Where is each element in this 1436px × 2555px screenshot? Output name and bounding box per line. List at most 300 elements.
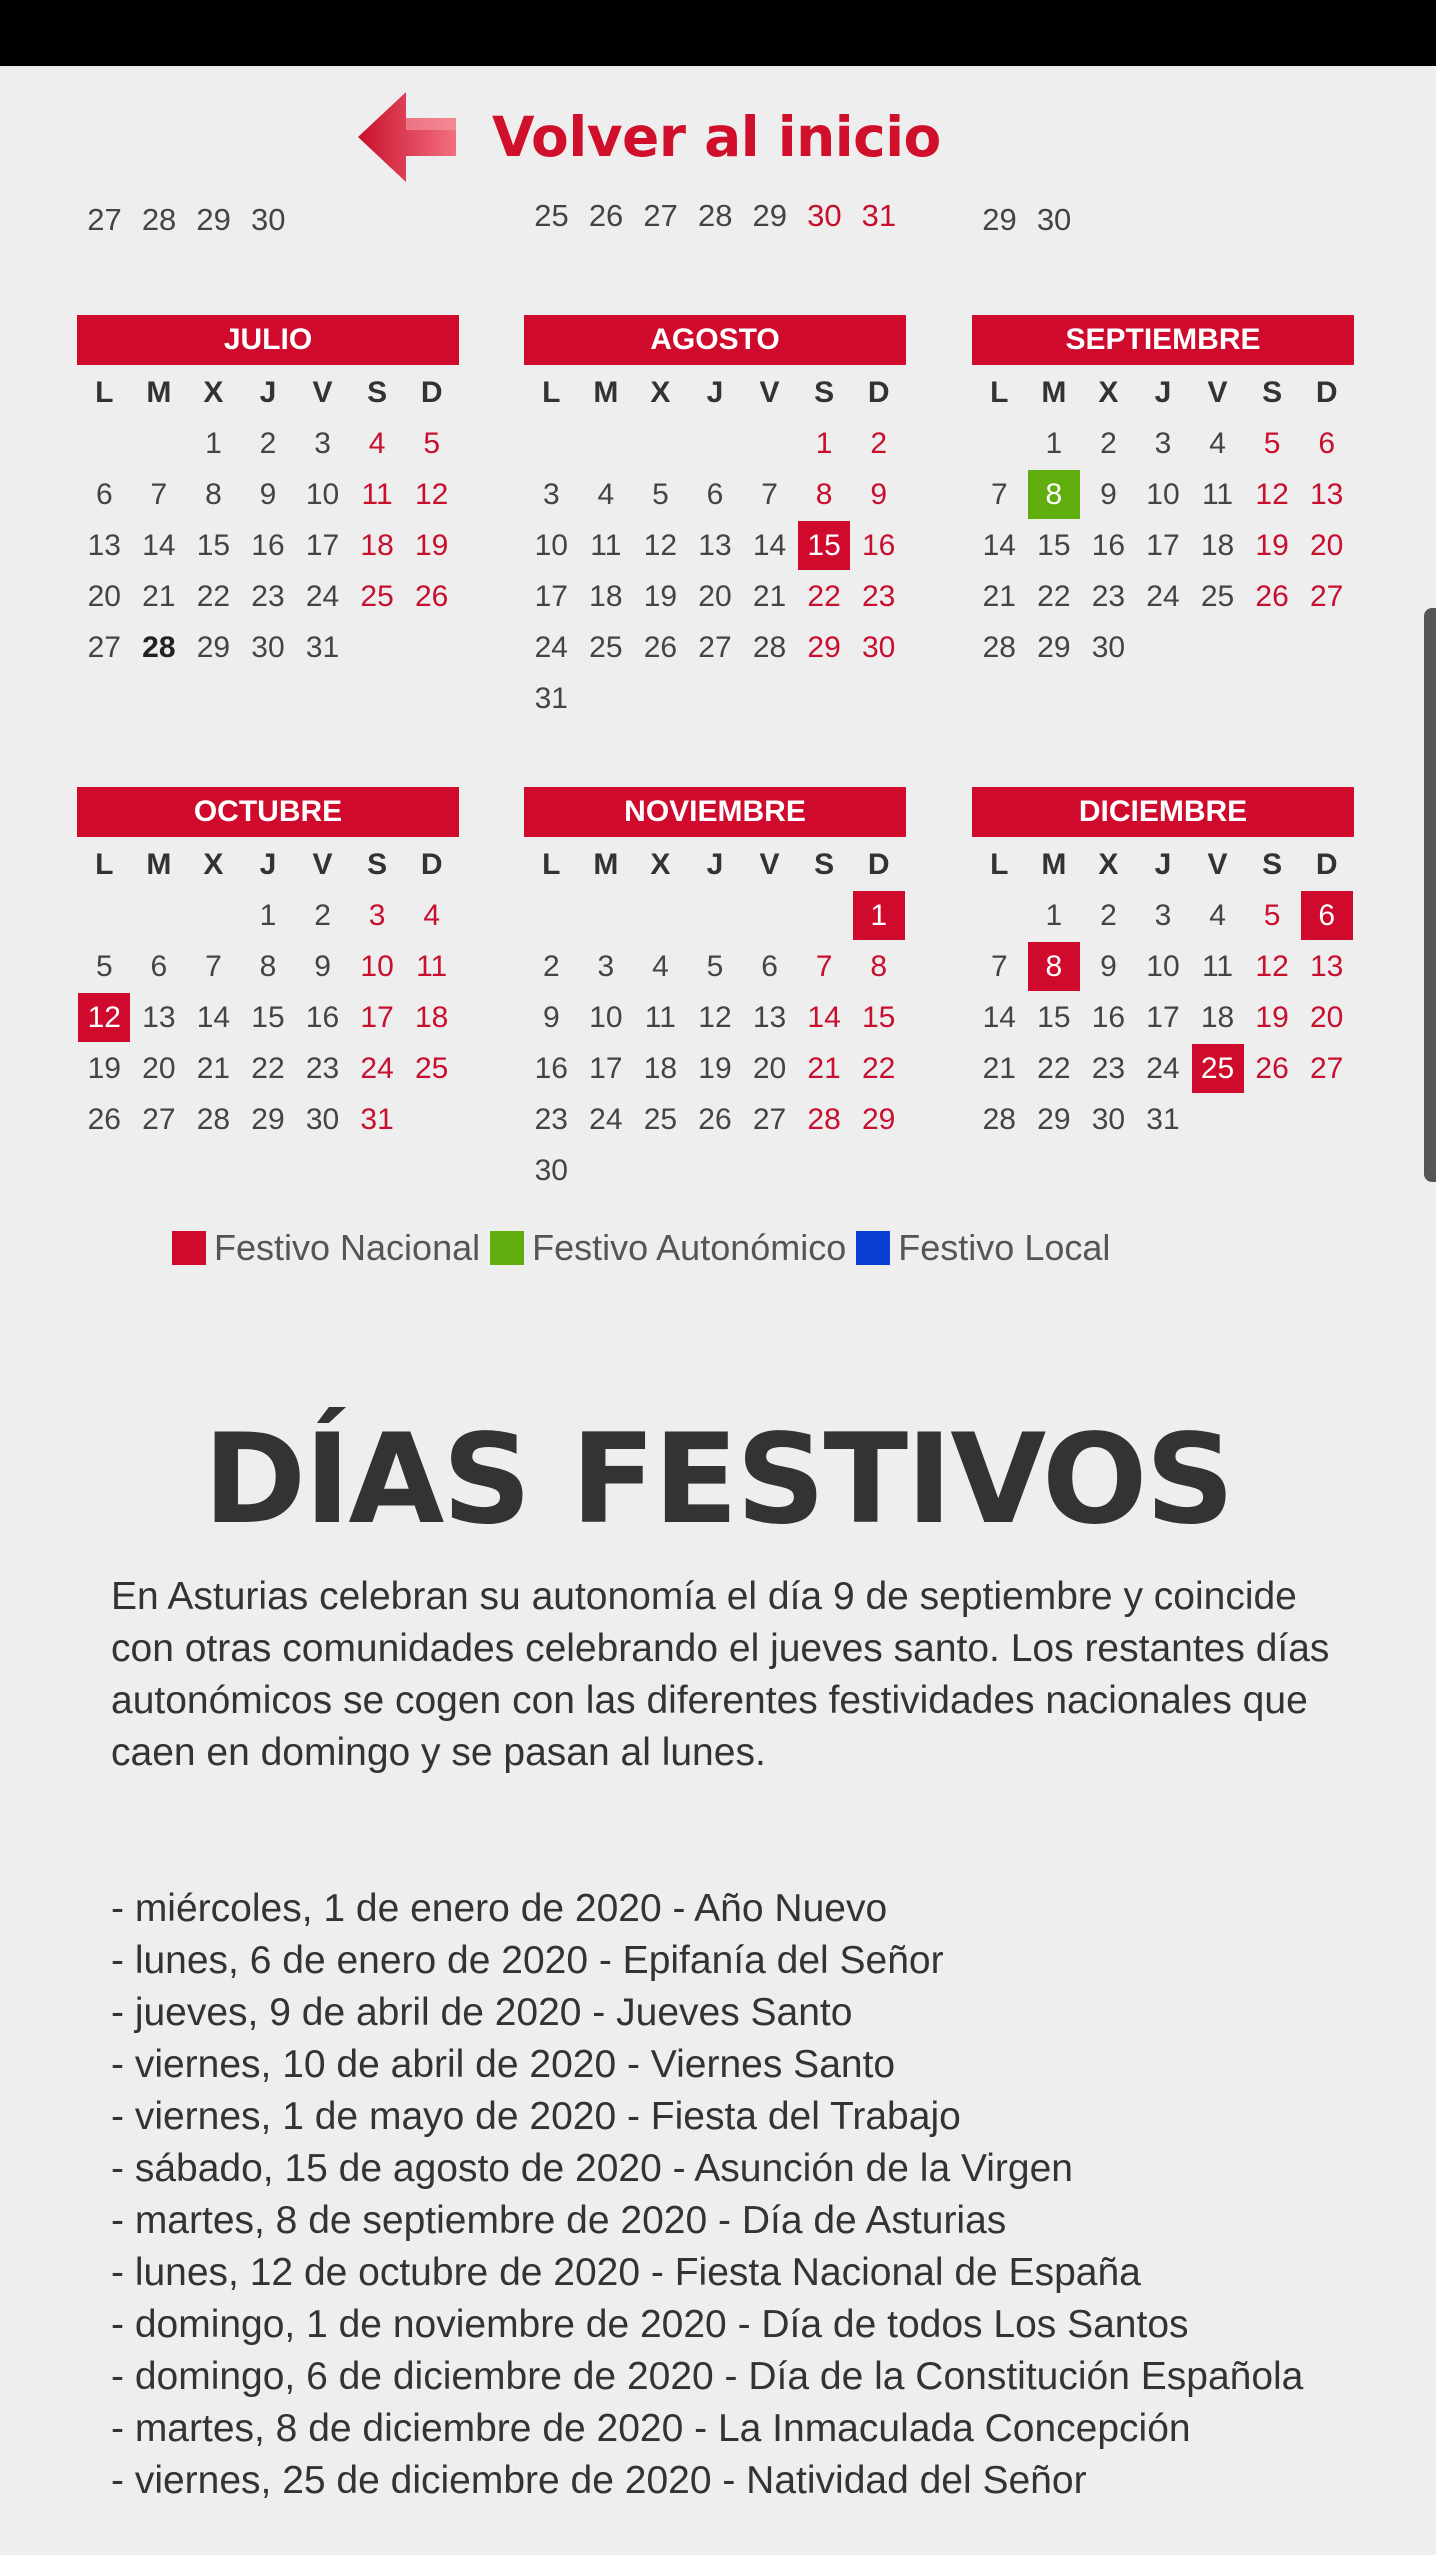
weekday-label: L	[95, 848, 114, 881]
calendar-day: 14	[982, 1001, 1016, 1034]
weekday-label: V	[759, 848, 780, 881]
calendar-day: 22	[861, 1052, 896, 1085]
calendar-day: 11	[644, 1001, 676, 1034]
calendar-day: 28	[982, 1103, 1016, 1136]
national-holiday-day: 1	[851, 890, 906, 941]
month-grid	[972, 839, 1354, 1145]
calendar-day: 18	[414, 1001, 449, 1034]
calendar-day: 23	[305, 1052, 340, 1085]
calendar-day: 13	[87, 529, 121, 562]
calendar-day: 20	[752, 1052, 787, 1085]
calendar-day: 29	[861, 1103, 896, 1136]
empty-day-cell	[633, 890, 688, 941]
calendar-day: 6	[761, 950, 778, 983]
empty-day-cell	[524, 890, 579, 941]
calendar-day: 13	[1309, 478, 1344, 511]
calendar-day: 19	[698, 1052, 732, 1085]
back-link-label: Volver al inicio	[492, 105, 941, 169]
calendar-day: 9	[1100, 950, 1117, 983]
weekday-label: J	[1154, 376, 1172, 409]
calendar-day: 30	[251, 631, 285, 664]
calendar-day: 11	[590, 529, 622, 562]
weekday-label: V	[759, 376, 780, 409]
calendar-day: 3	[1154, 899, 1172, 932]
calendar-day: 16	[1091, 1001, 1126, 1034]
calendar-day: 15	[1037, 1001, 1071, 1034]
calendar-day: 22	[196, 580, 231, 613]
weekday-label: V	[312, 376, 333, 409]
weekday-label: V	[312, 848, 333, 881]
month-header: NOVIEMBRE	[524, 787, 906, 837]
calendar-day: 16	[861, 529, 896, 562]
calendar-day: 30	[1091, 631, 1126, 664]
calendar-day: 12	[414, 478, 449, 511]
holiday-item: - martes, 8 de diciembre de 2020 - La Inmaculada Concepción	[111, 2407, 1191, 2450]
calendar-day: 9	[259, 478, 277, 511]
calendar-day: 6	[1318, 427, 1335, 460]
previous-month-day: 30	[807, 198, 842, 233]
calendar-day: 18	[643, 1052, 678, 1085]
calendar-day: 1	[815, 427, 833, 460]
calendar-day: 3	[368, 899, 386, 932]
month-septiembre	[972, 315, 1354, 673]
weekday-label: M	[146, 376, 172, 409]
calendar-day: 23	[251, 580, 285, 613]
empty-day-cell	[132, 890, 187, 941]
weekday-label: D	[1315, 848, 1338, 881]
calendar-day: 21	[982, 1052, 1016, 1085]
weekday-label: D	[420, 376, 443, 409]
calendar-day: 29	[251, 1103, 285, 1136]
calendar-day: 18	[589, 580, 623, 613]
weekday-label: L	[542, 848, 561, 881]
calendar-day: 12	[698, 1001, 732, 1034]
empty-day-cell	[77, 890, 132, 941]
month-header: OCTUBRE	[77, 787, 459, 837]
calendar-day: 2	[1100, 899, 1117, 932]
calendar-day: 3	[597, 950, 615, 983]
weekday-label: M	[1041, 848, 1067, 881]
calendar-day: 29	[807, 631, 841, 664]
weekday-label: S	[1262, 848, 1283, 881]
calendar-day: 29	[196, 631, 231, 664]
calendar-day: 17	[305, 529, 340, 562]
calendar-day: 15	[861, 1001, 896, 1034]
holiday-item: - lunes, 6 de enero de 2020 - Epifanía del Señor	[111, 1939, 944, 1982]
calendar-day: 14	[196, 1001, 231, 1034]
calendar-day: 2	[314, 899, 331, 932]
calendar-day: 18	[1200, 529, 1235, 562]
empty-day-cell	[579, 418, 634, 469]
calendar-day: 8	[815, 478, 833, 511]
calendar-day: 27	[87, 631, 121, 664]
calendar-day: 26	[698, 1103, 732, 1136]
calendar-day: 23	[534, 1103, 568, 1136]
legend-local	[856, 1227, 1110, 1269]
calendar-day: 16	[251, 529, 285, 562]
calendar-day: 10	[1146, 950, 1180, 983]
weekday-label: J	[259, 376, 277, 409]
calendar-day: 25	[360, 580, 394, 613]
calendar-day: 10	[589, 1001, 623, 1034]
calendar-day: 9	[1100, 478, 1117, 511]
calendar-day: 17	[534, 580, 568, 613]
weekday-label: L	[542, 376, 561, 409]
calendar-day: 5	[1263, 427, 1281, 460]
weekday-label: V	[1207, 376, 1228, 409]
month-header: SEPTIEMBRE	[972, 315, 1354, 365]
calendar-day: 10	[360, 950, 394, 983]
calendar-day: 21	[982, 580, 1016, 613]
legend-autonomic-label: Festivo Autonómico	[532, 1227, 847, 1268]
month-grid	[524, 839, 906, 1196]
calendar-day: 20	[1309, 529, 1344, 562]
back-to-home-link[interactable]	[358, 90, 941, 184]
calendar-day: 27	[752, 1103, 787, 1136]
empty-day-cell	[186, 890, 241, 941]
calendar-day: 18	[360, 529, 394, 562]
calendar-day: 30	[861, 631, 896, 664]
month-julio	[77, 315, 459, 673]
calendar-day: 28	[142, 631, 176, 664]
calendar-day: 27	[1309, 1052, 1344, 1085]
calendar-day: 25	[589, 631, 623, 664]
calendar-day: 18	[1200, 1001, 1235, 1034]
calendar-day: 6	[706, 478, 724, 511]
calendar-day: 13	[752, 1001, 787, 1034]
previous-month-day: 28	[141, 202, 177, 237]
weekday-label: X	[650, 848, 671, 881]
holiday-item: - miércoles, 1 de enero de 2020 - Año Nuevo	[111, 1887, 888, 1930]
calendar-day: 23	[1091, 1052, 1126, 1085]
holiday-list	[111, 1883, 1361, 2507]
calendar-day: 11	[361, 478, 393, 511]
calendar-day: 11	[1201, 950, 1234, 983]
calendar-day: 4	[1209, 427, 1226, 460]
weekday-label: M	[1041, 376, 1067, 409]
calendar-day: 27	[698, 631, 732, 664]
autonomic-holiday-day: 8	[1027, 469, 1082, 520]
weekday-label: S	[1262, 376, 1283, 409]
weekday-label: M	[593, 848, 619, 881]
calendar-day: 4	[652, 950, 669, 983]
top-bar	[0, 0, 1436, 66]
previous-month-day: 29	[982, 202, 1017, 237]
legend-local-label: Festivo Local	[898, 1227, 1111, 1268]
month-header: DICIEMBRE	[972, 787, 1354, 837]
empty-day-cell	[797, 890, 852, 941]
empty-day-cell	[524, 418, 579, 469]
calendar-day: 22	[1037, 580, 1071, 613]
calendar-day: 12	[1255, 478, 1289, 511]
calendar-day: 4	[368, 427, 386, 460]
previous-month-day: 27	[87, 202, 122, 237]
calendar-day: 19	[1255, 529, 1289, 562]
calendar-day: 7	[761, 478, 778, 511]
holiday-item: - domingo, 6 de diciembre de 2020 - Día de la Constitución Española	[111, 2355, 1304, 2398]
holiday-item: - jueves, 9 de abril de 2020 - Jueves Santo	[111, 1991, 853, 2034]
calendar-day: 21	[196, 1052, 231, 1085]
calendar-day: 28	[752, 631, 787, 664]
calendar-day: 26	[643, 631, 678, 664]
weekday-label: J	[1154, 848, 1172, 881]
calendar-day: 24	[305, 580, 340, 613]
calendar-day: 4	[597, 478, 615, 511]
calendar-day: 12	[1255, 950, 1289, 983]
legend-national	[172, 1227, 480, 1269]
national-holiday-day: 12	[77, 992, 132, 1043]
weekday-label: S	[814, 376, 835, 409]
empty-day-cell	[742, 418, 797, 469]
calendar-day: 1	[1045, 427, 1063, 460]
calendar-day: 13	[1309, 950, 1344, 983]
previous-month-day: 27	[643, 198, 678, 233]
calendar-day: 30	[305, 1103, 340, 1136]
calendar-day: 5	[1263, 899, 1281, 932]
month-grid	[524, 367, 906, 724]
calendar-day: 20	[698, 580, 732, 613]
calendar-day: 4	[1209, 899, 1226, 932]
calendar-day: 13	[142, 1001, 176, 1034]
legend-national-label: Festivo Nacional	[214, 1227, 481, 1268]
calendar-day: 14	[807, 1001, 841, 1034]
calendar-day: 14	[752, 529, 787, 562]
calendar-day: 21	[807, 1052, 841, 1085]
month-noviembre	[524, 787, 906, 1196]
weekday-label: X	[203, 376, 224, 409]
calendar-day: 14	[982, 529, 1016, 562]
scrollbar[interactable]	[1424, 608, 1436, 1182]
holiday-item: - domingo, 1 de noviembre de 2020 - Día de todos Los Santos	[111, 2303, 1189, 2346]
calendar-day: 8	[870, 950, 887, 983]
calendar-day: 31	[305, 631, 340, 664]
calendar-day: 25	[414, 1052, 449, 1085]
calendar-day: 7	[990, 950, 1008, 983]
weekday-label: X	[203, 848, 224, 881]
calendar-day: 20	[87, 580, 121, 613]
calendar-day: 10	[305, 478, 340, 511]
calendar-day: 17	[1146, 1001, 1180, 1034]
calendar-day: 7	[150, 478, 168, 511]
calendar-day: 24	[1146, 580, 1180, 613]
calendar-day: 19	[414, 529, 449, 562]
national-holiday-day: 8	[1027, 941, 1082, 992]
month-grid	[77, 367, 459, 673]
calendar-day: 9	[542, 1001, 560, 1034]
calendar-day: 1	[1045, 899, 1063, 932]
previous-month-day: 29	[196, 202, 231, 237]
holiday-item: - sábado, 15 de agosto de 2020 - Asunción de la Virgen	[111, 2147, 1073, 2190]
page-heading: DÍAS FESTIVOS	[203, 1408, 1233, 1552]
holiday-item: - viernes, 10 de abril de 2020 - Viernes Santo	[111, 2043, 896, 2086]
calendar-day: 16	[305, 1001, 340, 1034]
calendar-day: 6	[150, 950, 168, 983]
weekday-label: X	[650, 376, 671, 409]
weekday-label: J	[706, 376, 724, 409]
calendar-day: 5	[706, 950, 724, 983]
holiday-item: - lunes, 12 de octubre de 2020 - Fiesta Nacional de España	[111, 2251, 1141, 2294]
calendar-day: 2	[542, 950, 560, 983]
weekday-label: D	[867, 376, 890, 409]
weekday-label: S	[367, 848, 388, 881]
weekday-label: M	[593, 376, 619, 409]
weekday-label: S	[814, 848, 835, 881]
holiday-item: - viernes, 1 de mayo de 2020 - Fiesta del Trabajo	[111, 2095, 961, 2138]
calendar-day: 3	[1154, 427, 1172, 460]
calendar-day: 19	[1255, 1001, 1289, 1034]
calendar-day: 30	[1091, 1103, 1126, 1136]
previous-month-day: 26	[588, 198, 624, 233]
calendar-day: 20	[142, 1052, 176, 1085]
calendar-day: 7	[990, 478, 1008, 511]
calendar-day: 11	[1201, 478, 1234, 511]
empty-day-cell	[132, 418, 187, 469]
national-holiday-day: 25	[1190, 1043, 1245, 1094]
calendar-day: 28	[807, 1103, 841, 1136]
calendar-day: 17	[360, 1001, 394, 1034]
weekday-label: L	[990, 376, 1009, 409]
empty-day-cell	[688, 890, 743, 941]
calendar-day: 5	[652, 478, 669, 511]
calendar-day: 29	[1037, 1103, 1071, 1136]
calendar-day: 24	[589, 1103, 623, 1136]
calendar-day: 16	[534, 1052, 568, 1085]
national-holiday-day: 15	[797, 520, 852, 571]
weekday-label: X	[1098, 848, 1119, 881]
calendar-day: 29	[1037, 631, 1071, 664]
calendar-day: 2	[870, 427, 887, 460]
calendar-day: 1	[259, 899, 277, 932]
calendar-day: 7	[815, 950, 833, 983]
month-octubre	[77, 787, 459, 1145]
empty-day-cell	[972, 418, 1027, 469]
calendar-day: 26	[1255, 580, 1289, 613]
weekday-label: J	[706, 848, 724, 881]
calendar-day: 24	[534, 631, 568, 664]
empty-day-cell	[579, 890, 634, 941]
calendar-day: 28	[196, 1103, 231, 1136]
calendar-day: 9	[870, 478, 887, 511]
weekday-label: J	[259, 848, 277, 881]
calendar-day: 31	[360, 1103, 394, 1136]
calendar-day: 21	[752, 580, 787, 613]
calendar-day: 10	[534, 529, 568, 562]
month-agosto	[524, 315, 906, 724]
calendar-day: 15	[251, 1001, 285, 1034]
calendar-day: 25	[643, 1103, 678, 1136]
calendar-day: 15	[196, 529, 231, 562]
weekday-label: V	[1207, 848, 1228, 881]
calendar-day: 2	[1100, 427, 1117, 460]
calendar-day: 26	[414, 580, 449, 613]
legend	[172, 1227, 1120, 1269]
month-grid	[77, 839, 459, 1145]
calendar-day: 27	[1309, 580, 1344, 613]
legend-local-swatch	[856, 1231, 890, 1265]
weekday-label: D	[1315, 376, 1338, 409]
intro-paragraph: En Asturias celebran su autonomía el día 9 de septiembre y coincide con otras comunidades celebrando el jueves santo. Los restantes días autonómicos se cogen con las diferentes festividades nacionales que caen en domingo y se pasan al lunes.	[111, 1575, 1330, 1774]
calendar-day: 19	[87, 1052, 121, 1085]
calendar-day: 27	[142, 1103, 176, 1136]
weekday-label: S	[367, 376, 388, 409]
calendar-day: 26	[87, 1103, 121, 1136]
calendar-day: 30	[534, 1154, 568, 1187]
calendar-day: 12	[643, 529, 678, 562]
calendar-day: 24	[360, 1052, 394, 1085]
empty-day-cell	[972, 890, 1027, 941]
calendar-day: 22	[251, 1052, 285, 1085]
weekday-label: L	[95, 376, 114, 409]
calendar-day: 22	[807, 580, 841, 613]
previous-month-day: 30	[1036, 202, 1072, 237]
calendar-day: 24	[1146, 1052, 1180, 1085]
arrow-left-icon	[358, 90, 458, 184]
month-header: AGOSTO	[524, 315, 906, 365]
calendar-day: 26	[1255, 1052, 1289, 1085]
empty-day-cell	[688, 418, 743, 469]
empty-day-cell	[633, 418, 688, 469]
calendar-day: 8	[205, 478, 222, 511]
holiday-item: - martes, 8 de septiembre de 2020 - Día de Asturias	[111, 2199, 1007, 2242]
calendar-day: 6	[95, 478, 113, 511]
calendar-day: 16	[1091, 529, 1126, 562]
previous-month-day: 28	[697, 198, 733, 233]
calendar-day: 11	[416, 950, 448, 983]
calendar-day: 19	[643, 580, 678, 613]
calendar-day: 17	[589, 1052, 623, 1085]
calendar-day: 9	[314, 950, 331, 983]
calendar-day: 15	[1037, 529, 1071, 562]
legend-national-swatch	[172, 1231, 206, 1265]
calendar-day: 5	[95, 950, 113, 983]
calendar-day: 3	[314, 427, 331, 460]
calendar-day: 3	[542, 478, 560, 511]
weekday-label: M	[146, 848, 172, 881]
month-header: JULIO	[77, 315, 459, 365]
calendar-day: 14	[142, 529, 176, 562]
month-diciembre	[972, 787, 1354, 1145]
empty-day-cell	[742, 890, 797, 941]
previous-month-day: 25	[534, 198, 569, 233]
calendar-day: 8	[259, 950, 277, 983]
calendar-day: 22	[1037, 1052, 1071, 1085]
calendar-day: 28	[982, 631, 1016, 664]
calendar-day: 23	[861, 580, 896, 613]
calendar-day: 13	[698, 529, 732, 562]
calendar-day: 25	[1200, 580, 1235, 613]
weekday-label: X	[1098, 376, 1119, 409]
calendar-day: 31	[534, 682, 568, 715]
weekday-label: D	[420, 848, 443, 881]
holiday-item: - viernes, 25 de diciembre de 2020 - Natividad del Señor	[111, 2459, 1087, 2502]
calendar-day: 1	[205, 427, 222, 460]
calendar-day: 4	[423, 899, 440, 932]
weekday-label: D	[867, 848, 890, 881]
calendar-day: 7	[205, 950, 222, 983]
calendar-day: 17	[1146, 529, 1180, 562]
calendar-day: 5	[423, 427, 440, 460]
empty-day-cell	[77, 418, 132, 469]
month-grid	[972, 367, 1354, 673]
previous-month-day: 29	[752, 198, 787, 233]
calendar-day: 31	[1146, 1103, 1180, 1136]
legend-autonomic	[490, 1227, 846, 1269]
calendar-day: 23	[1091, 580, 1126, 613]
calendar-day: 2	[259, 427, 277, 460]
weekday-label: L	[990, 848, 1009, 881]
previous-month-day: 31	[861, 198, 897, 233]
calendar-day: 10	[1146, 478, 1180, 511]
